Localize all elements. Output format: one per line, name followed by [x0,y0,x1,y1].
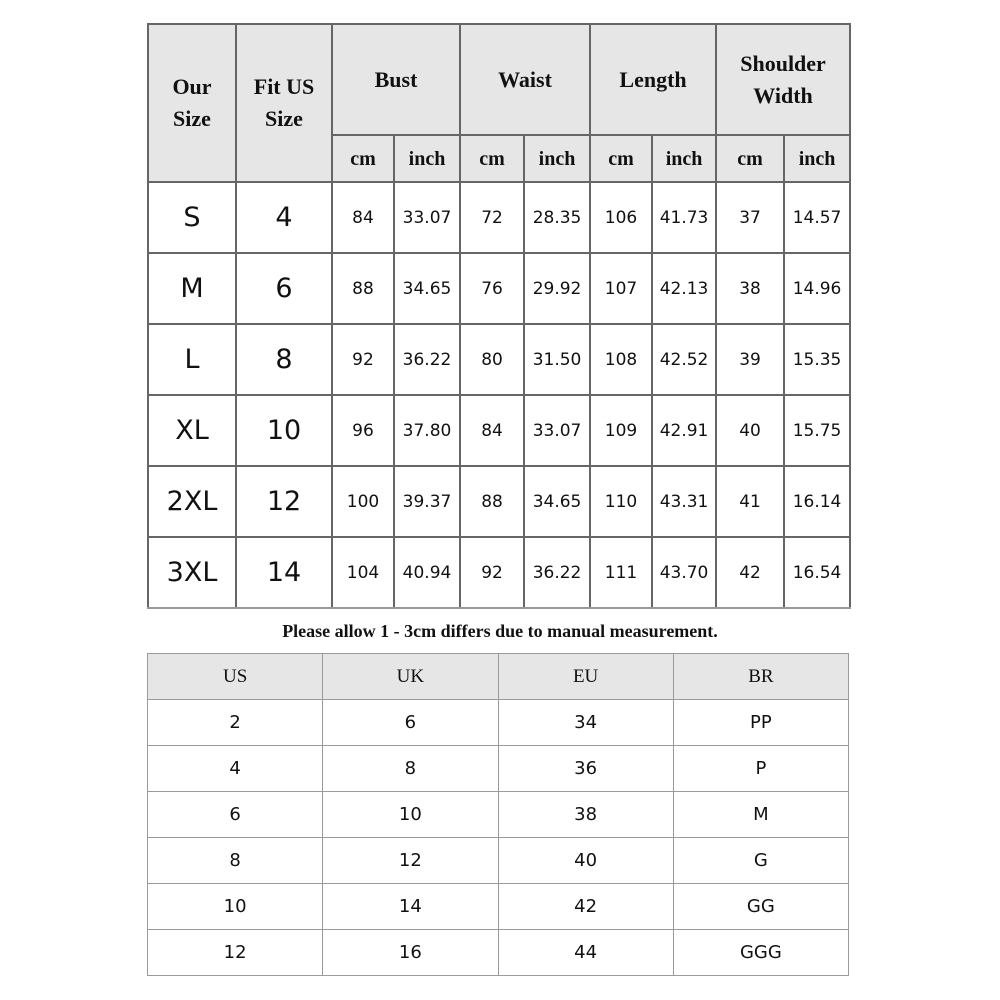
header-bust: Bust [332,24,460,135]
fit-us-size-cell: 4 [236,182,332,253]
br-size-cell: G [673,838,848,884]
shoulder-cm-cell: 41 [716,466,784,537]
header-length-cm: cm [590,135,652,182]
header-br: BR [673,654,848,700]
bust-cm-cell: 84 [332,182,394,253]
shoulder-cm-cell: 39 [716,324,784,395]
waist-cm-cell: 72 [460,182,524,253]
bust-inch-cell: 39.37 [394,466,460,537]
our-size-cell: 3XL [148,537,236,608]
size-row [148,182,850,253]
shoulder-inch-cell: 16.14 [784,466,850,537]
br-size-cell: P [673,746,848,792]
waist-inch-cell: 28.35 [524,182,590,253]
header-bust-cm: cm [332,135,394,182]
us-size-cell: 8 [148,838,323,884]
length-inch-cell: 43.70 [652,537,716,608]
bust-cm-cell: 96 [332,395,394,466]
size-chart-body [148,182,850,608]
fit-us-size-cell: 8 [236,324,332,395]
our-size-cell: M [148,253,236,324]
length-cm-cell: 108 [590,324,652,395]
size-chart-table [147,23,851,609]
uk-size-cell: 16 [323,930,498,976]
length-cm-cell: 109 [590,395,652,466]
waist-cm-cell: 92 [460,537,524,608]
header-waist-cm: cm [460,135,524,182]
bust-inch-cell: 40.94 [394,537,460,608]
us-size-cell: 12 [148,930,323,976]
header-waist: Waist [460,24,590,135]
header-uk: UK [323,654,498,700]
eu-size-cell: 38 [498,792,673,838]
uk-size-cell: 12 [323,838,498,884]
length-inch-cell: 43.31 [652,466,716,537]
shoulder-cm-cell: 37 [716,182,784,253]
size-row [148,395,850,466]
header-fit-us-size: Fit US Size [236,24,332,182]
header-length: Length [590,24,716,135]
size-conversion-table [147,653,849,976]
eu-size-cell: 34 [498,700,673,746]
shoulder-cm-cell: 40 [716,395,784,466]
waist-inch-cell: 31.50 [524,324,590,395]
header-shoulder-cm: cm [716,135,784,182]
length-inch-cell: 42.13 [652,253,716,324]
measurement-note: Please allow 1 - 3cm differs due to manual measurement. [282,621,718,641]
length-cm-cell: 107 [590,253,652,324]
waist-inch-cell: 36.22 [524,537,590,608]
length-cm-cell: 111 [590,537,652,608]
conversion-row [148,792,849,838]
bust-inch-cell: 34.65 [394,253,460,324]
eu-size-cell: 36 [498,746,673,792]
conversion-row [148,746,849,792]
conversion-row [148,930,849,976]
fit-us-size-cell: 6 [236,253,332,324]
waist-inch-cell: 29.92 [524,253,590,324]
size-row [148,537,850,608]
conversion-table-body [148,700,849,976]
conversion-row [148,884,849,930]
conversion-row [148,700,849,746]
waist-cm-cell: 84 [460,395,524,466]
bust-inch-cell: 33.07 [394,182,460,253]
shoulder-inch-cell: 15.75 [784,395,850,466]
br-size-cell: M [673,792,848,838]
header-shoulder-inch: inch [784,135,850,182]
waist-inch-cell: 34.65 [524,466,590,537]
length-inch-cell: 42.52 [652,324,716,395]
uk-size-cell: 6 [323,700,498,746]
bust-cm-cell: 92 [332,324,394,395]
eu-size-cell: 40 [498,838,673,884]
br-size-cell: GGG [673,930,848,976]
bust-cm-cell: 100 [332,466,394,537]
header-bust-inch: inch [394,135,460,182]
header-length-inch: inch [652,135,716,182]
eu-size-cell: 42 [498,884,673,930]
size-row [148,253,850,324]
shoulder-cm-cell: 42 [716,537,784,608]
br-size-cell: PP [673,700,848,746]
length-cm-cell: 106 [590,182,652,253]
eu-size-cell: 44 [498,930,673,976]
waist-cm-cell: 80 [460,324,524,395]
waist-cm-cell: 88 [460,466,524,537]
header-waist-inch: inch [524,135,590,182]
length-inch-cell: 42.91 [652,395,716,466]
us-size-cell: 4 [148,746,323,792]
conversion-row [148,838,849,884]
fit-us-size-cell: 14 [236,537,332,608]
br-size-cell: GG [673,884,848,930]
uk-size-cell: 14 [323,884,498,930]
size-row [148,466,850,537]
shoulder-inch-cell: 15.35 [784,324,850,395]
length-cm-cell: 110 [590,466,652,537]
header-our-size: Our Size [148,24,236,182]
uk-size-cell: 8 [323,746,498,792]
our-size-cell: L [148,324,236,395]
shoulder-cm-cell: 38 [716,253,784,324]
our-size-cell: S [148,182,236,253]
bust-cm-cell: 88 [332,253,394,324]
header-shoulder-width: Shoulder Width [716,24,850,135]
header-us: US [148,654,323,700]
our-size-cell: 2XL [148,466,236,537]
bust-inch-cell: 36.22 [394,324,460,395]
fit-us-size-cell: 12 [236,466,332,537]
shoulder-inch-cell: 14.96 [784,253,850,324]
size-row [148,324,850,395]
uk-size-cell: 10 [323,792,498,838]
header-eu: EU [498,654,673,700]
us-size-cell: 6 [148,792,323,838]
us-size-cell: 2 [148,700,323,746]
waist-inch-cell: 33.07 [524,395,590,466]
bust-inch-cell: 37.80 [394,395,460,466]
shoulder-inch-cell: 14.57 [784,182,850,253]
bust-cm-cell: 104 [332,537,394,608]
fit-us-size-cell: 10 [236,395,332,466]
shoulder-inch-cell: 16.54 [784,537,850,608]
us-size-cell: 10 [148,884,323,930]
waist-cm-cell: 76 [460,253,524,324]
length-inch-cell: 41.73 [652,182,716,253]
our-size-cell: XL [148,395,236,466]
